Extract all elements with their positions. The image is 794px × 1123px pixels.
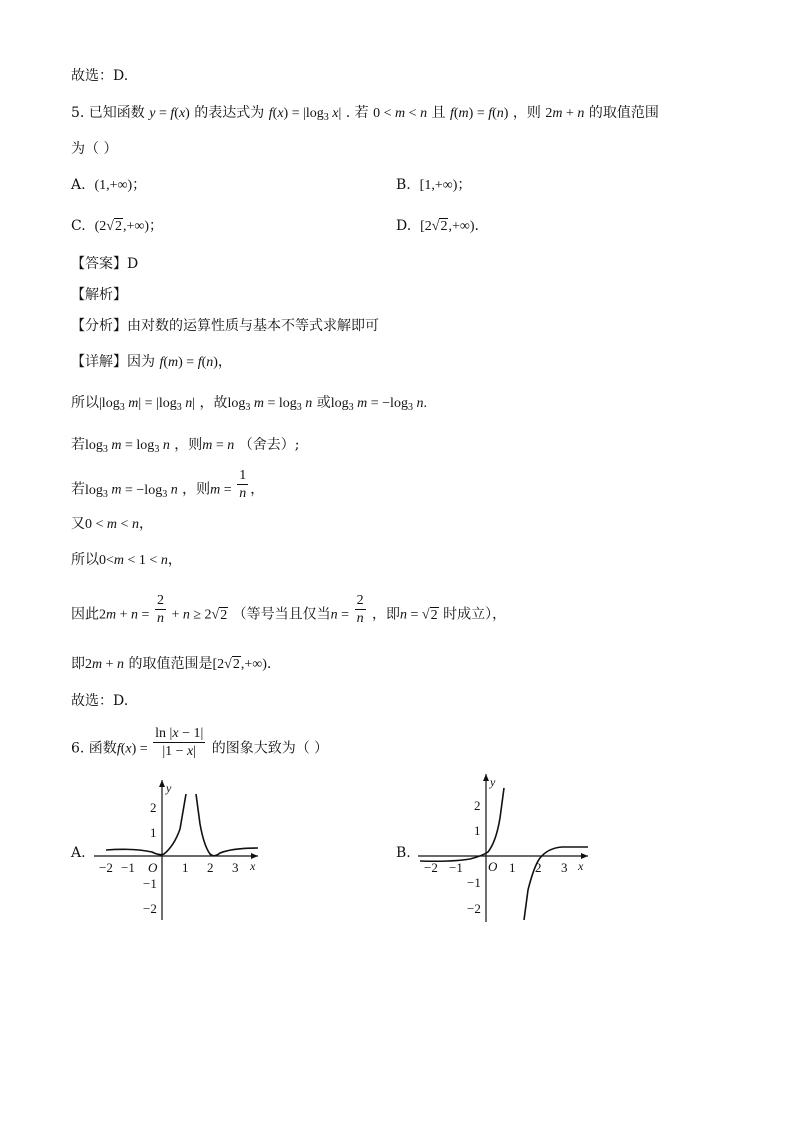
graph-a-tick-x-neg2: −2	[99, 860, 113, 875]
graph-b-tick-x-neg2: −2	[424, 860, 438, 875]
graph-b-tick-y-neg2: −2	[467, 901, 481, 916]
question-5-stem-cont: 为（ ）	[71, 141, 118, 157]
graph-b-origin: O	[488, 859, 498, 874]
option-c: C. (2√2,+∞)；	[71, 218, 163, 234]
graph-b-tick-y-2: 2	[474, 798, 481, 813]
graph-a-tick-x-neg1: −1	[121, 860, 135, 875]
graph-a-yvar: y	[166, 781, 172, 795]
detail-intro: 【详解】因为 f(m) = f(n)，	[71, 354, 232, 370]
graph-a-xvar: x	[250, 859, 256, 873]
graph-a	[86, 774, 266, 924]
detail-step-1: 所以$|\log_3$ $m| = |\log_3$ n| ，故$\log_3 m = \log_3 n$ 或$\log_3 m = -\log_3$ n.	[71, 395, 427, 413]
graph-b-xvar: x	[578, 859, 584, 873]
detail-step-2: 若$\log_3 m = \log_3 n$ ，则m = n （舍去）;	[71, 437, 300, 455]
analysis-summary: 【分析】由对数的运算性质与基本不等式求解即可	[71, 318, 379, 334]
graph-b-tick-x-neg1: −1	[449, 860, 463, 875]
option-d: D. [2√2,+∞).	[396, 218, 479, 234]
graph-a-tick-x-1: 1	[182, 860, 189, 875]
graph-b-tick-x-2: 2	[535, 860, 542, 875]
graph-a-tick-x-3: 3	[232, 860, 239, 875]
detail-step-7: 即2m + n 的取值范围是[2√2,+∞).	[71, 656, 272, 672]
graph-a-origin: O	[148, 860, 158, 875]
graph-b-tick-y-1: 1	[474, 823, 481, 838]
option-b: B. [1,+∞)；	[396, 177, 472, 193]
graph-a-tick-x-2: 2	[207, 860, 214, 875]
graph-b-yvar: y	[490, 775, 496, 789]
analysis-heading: 【解析】	[71, 287, 127, 303]
question-6-stem: 6. 函数f(x) = $\frac{\ln |x - 1|}{|1 - x|}$ 的图象大致为（ ）	[71, 726, 329, 759]
question-5-stem: 5. 已知函数 y = f(x) 的表达式为 $f(x) = |\log_3$ x| . 若 0 < m < n 且 f(m) = f(n) ，则 2m + n 的取值范围	[71, 105, 659, 123]
conclusion-line: 故选：D.	[71, 68, 129, 84]
graph-b-tick-x-3: 3	[561, 860, 568, 875]
graph-b-label: B.	[396, 845, 411, 861]
graph-b	[412, 770, 592, 925]
graph-a-tick-y-2: 2	[150, 800, 157, 815]
detail-step-6: 因此2m + n = $\frac{2}{n}$ + n ≥ 2√2 （等号当且仅当n = $\frac{2}{n}$ ，即n = √2 时成立），	[71, 593, 507, 626]
detail-step-4: 又0 < m < n，	[71, 516, 153, 532]
graph-a-tick-y-neg1: −1	[143, 876, 157, 891]
graph-a-tick-y-1: 1	[150, 825, 157, 840]
detail-step-5: 所以0<m < 1 < n，	[71, 552, 182, 568]
graph-a-tick-y-neg2: −2	[143, 901, 157, 916]
answer-line: 【答案】D	[71, 256, 139, 272]
graph-b-tick-y-neg1: −1	[467, 875, 481, 890]
graph-b-tick-x-1: 1	[509, 860, 516, 875]
conclusion-line-2: 故选：D.	[71, 693, 129, 709]
detail-step-3: 若$\log_3 m = -\log_3$ n ，则m = $\frac{1}{n}$ ，	[71, 468, 265, 501]
option-a: A. (1,+∞)；	[71, 177, 147, 193]
graph-a-label: A.	[71, 845, 86, 861]
